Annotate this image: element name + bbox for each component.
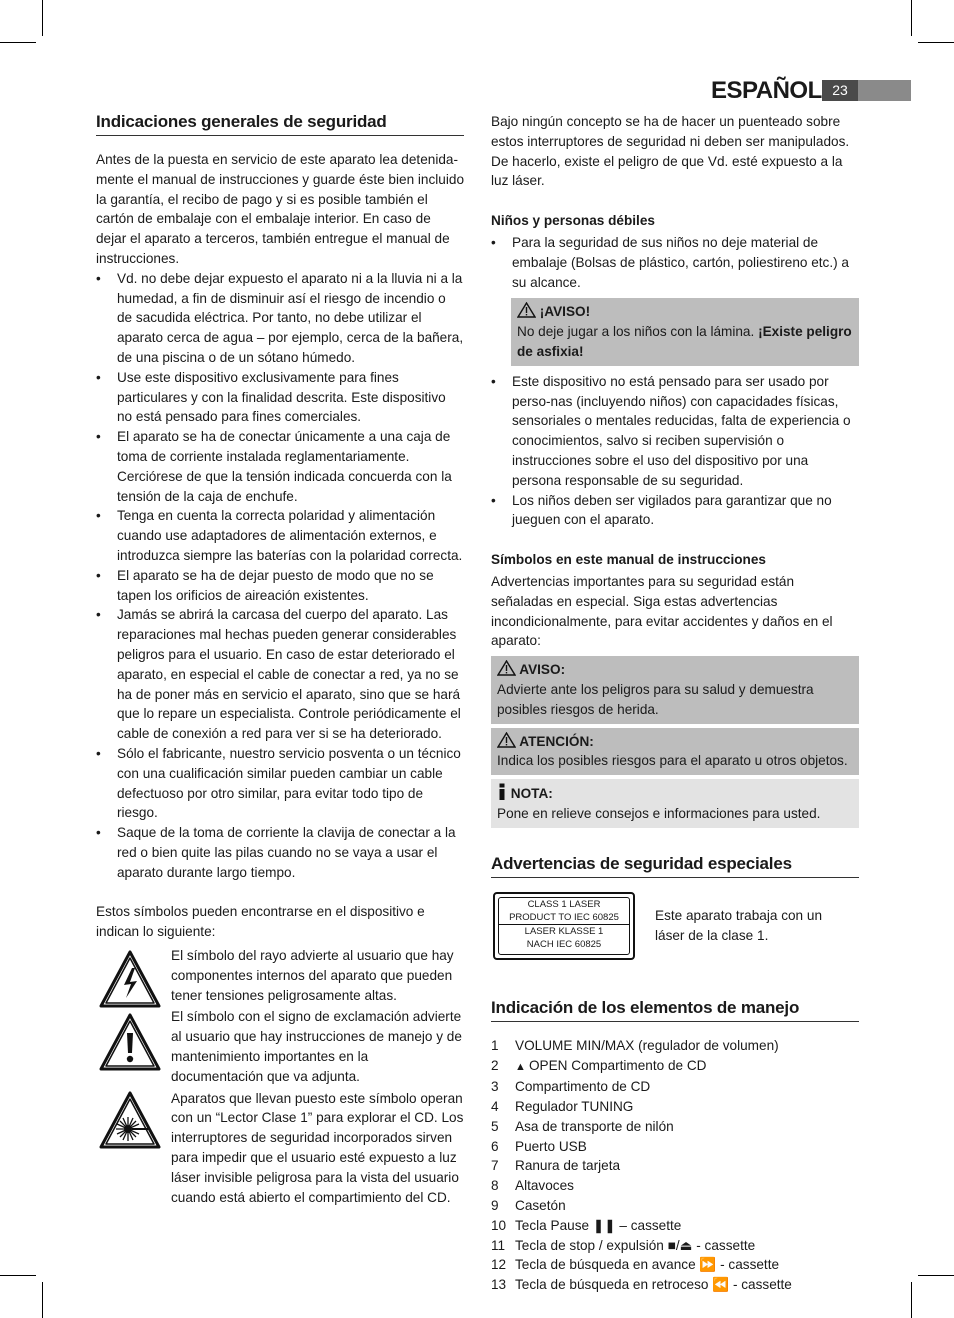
laser-label-line: LASER KLASSE 1 (524, 925, 604, 937)
list-item: • Los niños deben ser vigilados para garantizar que no jueguen con el aparato. (491, 491, 859, 531)
laser-label-line: NACH IEC 60825 (526, 938, 602, 950)
list-item: • Saque de la toma de corriente la clavija de conectar a la red o bien quite las pilas cuando no se vaya a usar el aparato durante largo tiempo. (96, 823, 464, 882)
list-item: 12 Tecla de búsqueda en avance ⏩ - cassette (491, 1257, 780, 1273)
children-list (491, 233, 859, 292)
warning-triangle-icon (517, 302, 536, 318)
list-item: 8 Altavoces (491, 1178, 574, 1194)
children-list (491, 372, 859, 530)
notice-label: ATENCIÓN: (519, 733, 594, 749)
controls-list (491, 1036, 859, 1295)
section-title: Indicación de los elementos de manejo (491, 998, 859, 1022)
crop-mark (42, 1282, 43, 1318)
list-item: • El aparato se ha de conectar únicamente a una caja de toma de corriente instalada reglamentariamente. Cerciórese de que la tensión indicada concuerda con la tensión de la caja de enchufe. (96, 427, 464, 506)
list-item: • El aparato se ha de dejar puesto de modo que no se tapen los orificios de aireación existentes. (96, 566, 464, 606)
list-item: 11 Tecla de stop / expulsión ■/⏏ - cassette (491, 1237, 756, 1253)
language-heading: ESPAÑOL (711, 77, 822, 104)
left-column (96, 112, 464, 1207)
notice-text: Pone en relieve consejos e informaciones para usted. (497, 805, 821, 821)
crop-mark (0, 42, 36, 43)
list-item: 13 Tecla de búsqueda en retroceso ⏪ - cassette (491, 1277, 792, 1293)
list-item: • Jamás se abrirá la carcasa del cuerpo del aparato. Las reparaciones mal hechas pueden generar considerables peligros para el usuario. En caso de estar deteriorado el aparato, en especial el cable de conectar a red, ya no se ha de poner más en servicio el aparato, sino que se hará que lo repare un especialista. Controle periódicamente el cable de conexión a red para ver si se ha deteriorado. (96, 605, 464, 744)
warning-box (511, 298, 859, 365)
warning-box-header (517, 302, 853, 322)
symbols-manual-intro: Advertencias importantes para su seguridad están señaladas en especial. Siga estas advertencias incondicionalmente, para evitar accidentes y daños en el aparato: (491, 573, 833, 649)
notice-label: NOTA: (510, 786, 553, 802)
list-item: • Tenga en cuenta la correcta polaridad y alimentación cuando use adaptadores de alimentación externos, e introduzca siempre las baterías con la polaridad correcta. (96, 506, 464, 565)
notice-label: AVISO: (519, 662, 566, 678)
children-subheading: Niños y personas débiles (491, 213, 655, 229)
symbol-row (96, 1007, 464, 1086)
lightning-warning-icon (98, 948, 162, 1012)
list-item: • Vd. no debe dejar expuesto el aparato ni a la lluvia ni a la humedad, a fin de disminuir así el riesgo de incendio o de sacudida eléctrica. Por tanto, no debe utilizar el aparato cerca de agua – por ejemplo, cerca de la bañera, de una piscina o de un sótano húmedo. (96, 269, 464, 368)
list-item: 5 Asa de transporte de nilón (491, 1118, 674, 1134)
crop-mark (911, 1282, 912, 1318)
symbols-subheading: Símbolos en este manual de instrucciones (491, 552, 766, 568)
section-title: Indicaciones generales de seguridad (96, 112, 464, 136)
symbol-text: El símbolo del rayo advierte al usuario que hay componentes internos del aparato que pueden tener tensiones peligrosamente altas. (171, 948, 454, 1003)
warning-label: ¡AVISO! (539, 304, 591, 320)
list-item: 7 Ranura de tarjeta (491, 1158, 621, 1174)
eject-icon: ▲ (515, 1060, 529, 1073)
list-item: 4 Regulador TUNING (491, 1099, 634, 1115)
crop-mark (42, 0, 43, 36)
safety-list (96, 269, 464, 883)
symbols-intro: Estos símbolos pueden encontrarse en el dispositivo e indican lo siguiente: (96, 904, 425, 940)
notice-box-aviso (491, 656, 859, 723)
interlock-paragraph: Bajo ningún concepto se ha de hacer un puenteado sobre estos interruptores de seguridad ni deben ser manipulados. De hacerlo, existe el peligro de que Vd. esté expuesto a la luz láser. (491, 114, 850, 189)
crop-mark (918, 1275, 954, 1276)
list-item: 3 Compartimento de CD (491, 1079, 651, 1095)
page-tab-bar (858, 80, 911, 101)
laser-label-line: CLASS 1 LASER (527, 898, 601, 910)
warning-text: No deje jugar a los niños con la lámina. (517, 324, 759, 340)
notice-box-atencion (491, 728, 859, 776)
symbol-row (96, 1089, 464, 1208)
right-column (491, 112, 859, 1295)
crop-mark (911, 0, 912, 36)
list-item: • Sólo el fabricante, nuestro servicio posventa o un técnico con una cualificación similar pueden cambiar un cable defectuoso por otro similar, para evitar todo tipo de riesgo. (96, 744, 464, 823)
intro-paragraph: Antes de la puesta en servicio de este aparato lea detenida-mente el manual de instrucciones y guarde éste bien incluido la garantía, el recibo de pago y si es posible también el cartón de embalaje con el embalaje interior. En caso de dejar el aparato a terceros, también entregue el manual de instrucciones. (96, 152, 465, 266)
page-number-tab: 23 (822, 80, 858, 101)
warning-emphasis: ¡Existe peligro de asfixia! (517, 324, 852, 359)
list-item: 9 Casetón (491, 1198, 566, 1214)
crop-mark (0, 1275, 36, 1276)
list-item: 10 Tecla Pause ❚❚ – cassette (491, 1217, 682, 1233)
warning-triangle-icon (497, 660, 516, 676)
list-item: 1 VOLUME MIN/MAX (regulador de volumen) (491, 1037, 779, 1053)
notice-box-nota (491, 779, 859, 828)
notice-text: Advierte ante los peligros para su salud y demuestra posibles riesgos de herida. (497, 681, 814, 717)
list-item: • Este dispositivo no está pensado para ser usado por perso-nas (incluyendo niños) con capacidades físicas, sensoriales o mentales reducidas, falta de experiencia o conocimientos, salvo si reciben supervisión o instrucciones sobre el uso del dispositivo por una persona responsable de su seguridad. (491, 372, 859, 491)
info-icon (497, 783, 507, 801)
laser-class-label (493, 892, 635, 960)
exclamation-warning-icon (98, 1011, 162, 1075)
laser-section (491, 892, 859, 960)
laser-label-line: PRODUCT TO IEC 60825 (509, 911, 619, 923)
list-item: 2 ▲ OPEN Compartimento de CD (491, 1057, 707, 1073)
notice-text: Indica los posibles riesgos para el aparato u otros objetos. (497, 753, 848, 769)
warning-triangle-icon (497, 732, 516, 748)
laser-text: Este aparato trabaja con un láser de la clase 1. (655, 907, 823, 943)
list-item: 6 Puerto USB (491, 1138, 587, 1154)
symbol-text: Aparatos que llevan puesto este símbolo operan con un “Lector Clase 1” para explorar el CD. Los interruptores de seguridad incorporados sirven para impedir que el usuario esté expuesto a luz láser invisible peligrosa para la vista del usuario cuando está abierto el compartimiento del CD. (171, 1090, 464, 1205)
symbol-row (96, 946, 464, 1005)
section-title: Advertencias de seguridad especiales (491, 854, 859, 878)
symbol-text: El símbolo con el signo de exclamación advierte al usuario que hay instrucciones de manejo y de mantenimiento importantes en la documentación que va adjunta. (171, 1009, 462, 1084)
crop-mark (918, 42, 954, 43)
laser-radiation-icon (98, 1089, 162, 1153)
list-item: • Para la seguridad de sus niños no deje material de embalaje (Bolsas de plástico, cartón, poliestireno etc.) a su alcance. (491, 233, 859, 292)
list-item: • Use este dispositivo exclusivamente para fines particulares y con la finalidad descrita. Este dispositivo no está pensado para fines comerciales. (96, 368, 464, 427)
